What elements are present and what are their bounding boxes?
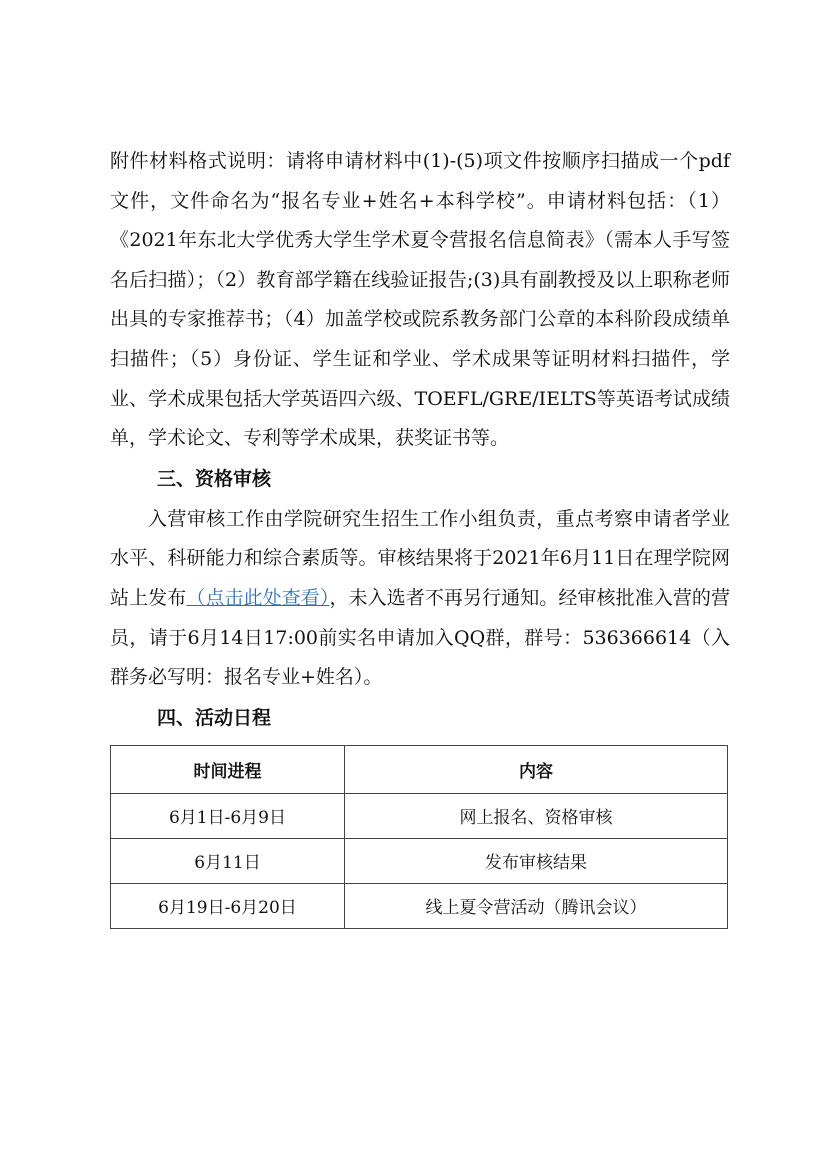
schedule-table: [110, 745, 728, 929]
review-text-after-link: ，未入选者不再另行通知。经审核批准入营的营员，请于6月14日17:00前实名申请加入QQ群，群号：536366614（入群务必写明：报名专业+姓名）。: [110, 586, 730, 689]
attachment-format-paragraph: 附件材料格式说明：请将申请材料中(1)-(5)项文件按顺序扫描成一个pdf文件，文件命名为“报名专业+姓名+本科学校”。申请材料包括：（1）《2021年东北大学优秀大学生学术夏令营报名信息简表》（需本人手写签名后扫描）；（2）教育部学籍在线验证报告;(3)具有副教授及以上职称老师出具的专家推荐书；（4）加盖学校或院系教务部门公章的本科阶段成绩单扫描件；（5）身份证、学生证和学业、学术成果等证明材料扫描件，学业、学术成果包括大学英语四六级、TOEFL/GRE/IELTS等英语考试成绩单，学术论文、专利等学术成果，获奖证书等。: [110, 150, 730, 450]
row-2-content: 发布审核结果: [345, 838, 728, 883]
table-row: [111, 793, 728, 838]
table-row: [111, 838, 728, 883]
qualification-review-paragraph: [110, 500, 730, 698]
header-time: 时间进程: [111, 745, 345, 793]
row-1-time: 6月1日-6月9日: [111, 793, 345, 838]
section-4-heading: 四、活动日程: [157, 706, 272, 729]
review-text-before-link: 入营审核工作由学院研究生招生工作小组负责，重点考察申请者学业水平、科研能力和综合素质等。审核结果将于2021年6月11日在理学院网站上发布: [110, 507, 730, 609]
header-content: 内容: [345, 745, 728, 793]
table-row: [111, 883, 728, 928]
document-page: [110, 142, 730, 929]
section-3-heading: 三、资格审核: [157, 467, 272, 490]
row-3-time: 6月19日-6月20日: [111, 883, 345, 928]
table-header-row: [111, 745, 728, 793]
results-link[interactable]: （点击此处查看）: [186, 586, 330, 609]
row-3-content: 线上夏令营活动（腾讯会议）: [345, 883, 728, 928]
row-2-time: 6月11日: [111, 838, 345, 883]
row-1-content: 网上报名、资格审核: [345, 793, 728, 838]
